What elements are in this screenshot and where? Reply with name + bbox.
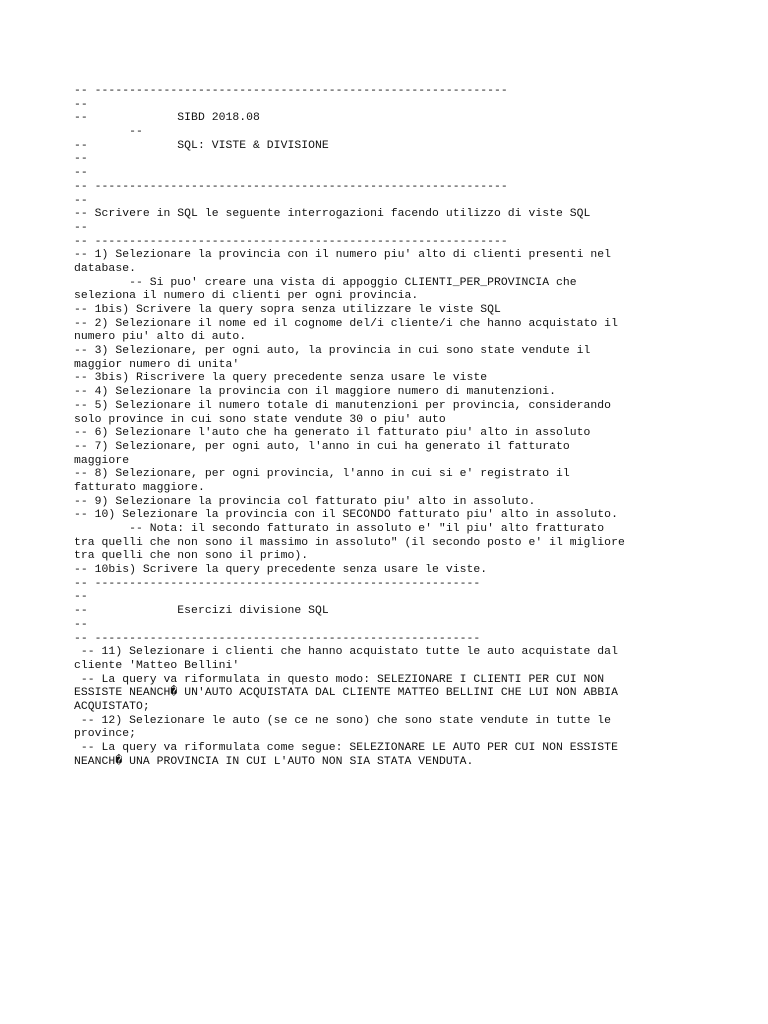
exercise-line: -- 3bis) Riscrivere la query precedente senza usare le viste (74, 372, 488, 385)
comment-divider-line: -- -------------------------------------------------------- (74, 577, 481, 590)
comment-line: -- (74, 591, 88, 604)
comment-divider-line: -- ------------------------------------------------------------ (74, 235, 508, 248)
comment-divider-line: -- ------------------------------------------------------------ (74, 180, 508, 193)
exercise-note-line: -- La query va riformulata in questo modo: SELEZIONARE I CLIENTI PER CUI NON (74, 673, 605, 686)
exercise-line: -- 8) Selezionare, per ogni provincia, l'anno in cui si e' registrato il (74, 468, 570, 481)
exercise-note-line: -- Si puo' creare una vista di appoggio CLIENTI_PER_PROVINCIA che (74, 276, 577, 289)
comment-line: -- (74, 221, 88, 234)
exercise-line: numero piu' alto di auto. (74, 331, 247, 344)
exercise-line: fatturato maggiore. (74, 481, 205, 494)
exercise-line: cliente 'Matteo Bellini' (74, 659, 240, 672)
document-title: -- SIBD 2018.08 (74, 112, 260, 125)
exercise-note-line: ESSISTE NEANCH� UN'AUTO ACQUISTATA DAL CLIENTE MATTEO BELLINI CHE LUI NON ABBIA (74, 687, 618, 700)
exercise-line: -- 10bis) Scrivere la query precedente senza usare le viste. (74, 564, 488, 577)
section-heading: -- Esercizi divisione SQL (74, 605, 329, 618)
comment-line: -- (74, 98, 88, 111)
exercise-line: -- 5) Selezionare il numero totale di manutenzioni per provincia, considerando (74, 399, 612, 412)
comment-line: -- (74, 153, 88, 166)
document-page (74, 85, 714, 769)
exercise-line: -- 1) Selezionare la provincia con il numero piu' alto di clienti presenti nel (74, 249, 612, 262)
exercise-line: -- 6) Selezionare l'auto che ha generato il fatturato piu' alto in assoluto (74, 427, 591, 440)
exercise-line: -- 10) Selezionare la provincia con il SECONDO fatturato piu' alto in assoluto. (74, 509, 618, 522)
exercise-note-line: -- La query va riformulata come segue: SELEZIONARE LE AUTO PER CUI NON ESSISTE (74, 742, 618, 754)
exercise-line: -- 3) Selezionare, per ogni auto, la provincia in cui sono state vendute il (74, 345, 591, 358)
exercise-note-line: tra quelli che non sono il massimo in assoluto" (il secondo posto e' il migliore (74, 536, 625, 549)
comment-divider-line: -- ------------------------------------------------------------ (74, 85, 508, 97)
instructions-line: -- Scrivere in SQL le seguente interrogazioni facendo utilizzo di viste SQL (74, 208, 591, 221)
exercise-line: -- 1bis) Scrivere la query sopra senza utilizzare le viste SQL (74, 304, 501, 316)
exercise-line: province; (74, 728, 136, 741)
exercise-line: -- 4) Selezionare la provincia con il maggiore numero di manutenzioni. (74, 386, 556, 399)
comment-divider-line: -- -------------------------------------------------------- (74, 632, 481, 645)
exercise-line: database. (74, 262, 136, 275)
exercise-note-line: tra quelli che non sono il primo). (74, 550, 309, 563)
exercise-line: -- 7) Selezionare, per ogni auto, l'anno in cui ha generato il fatturato (74, 440, 570, 453)
exercise-line: -- 2) Selezionare il nome ed il cognome del/i cliente/i che hanno acquistato il (74, 317, 618, 330)
exercise-line: -- 12) Selezionare le auto (se ce ne sono) che sono state vendute in tutte le (74, 714, 612, 727)
exercise-line: solo province in cui sono state vendute 30 o piu' auto (74, 413, 446, 426)
comment-line: -- (74, 167, 88, 180)
exercise-line: -- 9) Selezionare la provincia col fatturato piu' alto in assoluto. (74, 495, 536, 508)
exercise-note-line: ACQUISTATO; (74, 700, 150, 713)
document-subtitle: -- SQL: VISTE & DIVISIONE (74, 139, 329, 152)
comment-line: -- (74, 194, 88, 207)
exercise-note-line: NEANCH� UNA PROVINCIA IN CUI L'AUTO NON SIA STATA VENDUTA. (74, 755, 474, 768)
comment-line: -- (74, 126, 143, 139)
exercise-note-line: -- Nota: il secondo fatturato in assoluto e' "il piu' alto fratturato (74, 523, 605, 535)
exercise-line: maggiore (74, 454, 130, 467)
exercise-line: maggior numero di unita' (74, 358, 240, 371)
exercise-note-line: seleziona il numero di clienti per ogni provincia. (74, 290, 419, 303)
exercise-line: -- 11) Selezionare i clienti che hanno acquistato tutte le auto acquistate dal (74, 646, 618, 659)
comment-line: -- (74, 618, 88, 631)
